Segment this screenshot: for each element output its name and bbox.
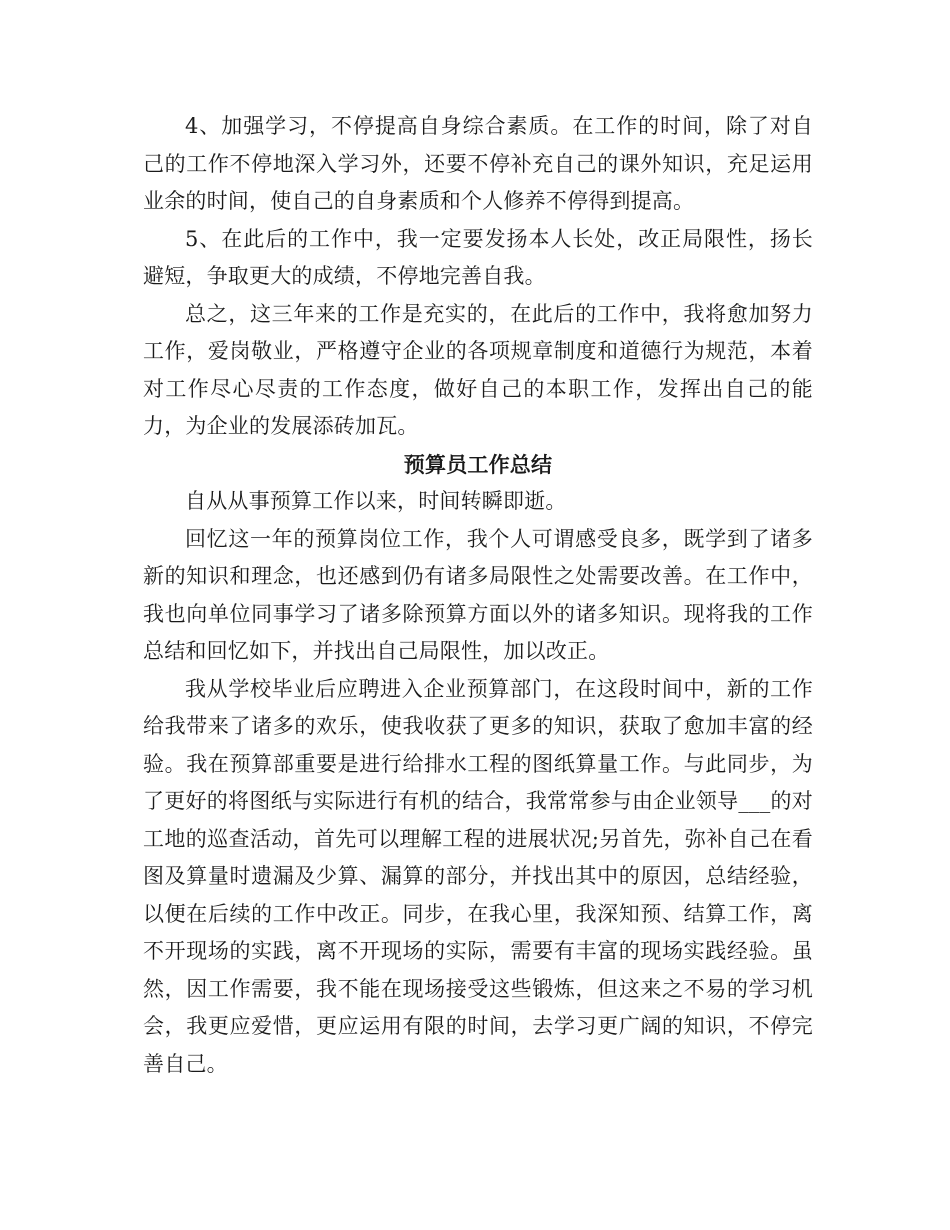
document-body (143, 108, 813, 1083)
paragraph-item-5: 5、在此后的工作中，我一定要发扬本人长处，改正局限性，扬长避短，争取更大的成绩，不停地完善自我。 (143, 226, 813, 288)
section-heading: 预算员工作总结 (403, 451, 553, 477)
paragraph-intro: 自从从事预算工作以来，时间转瞬即逝。 (185, 489, 567, 513)
paragraph-item-4: 4、加强学习，不停提高自身综合素质。在工作的时间，除了对自己的工作不停地深入学习外，还要不停补充自己的课外知识，充足运用业余的时间，使自己的自身素质和个人修养不停得到提高。 (143, 114, 813, 213)
paragraph-summary: 总之，这三年来的工作是充实的，在此后的工作中，我将愈加努力工作，爱岗敬业，严格遵守企业的各项规章制度和道德行为规范，本着对工作尽心尽责的工作态度，做好自己的本职工作，发挥出自己的能力，为企业的发展添砖加瓦。 (143, 301, 813, 438)
paragraph-review: 回忆这一年的预算岗位工作，我个人可谓感受良多，既学到了诸多新的知识和理念，也还感到仍有诸多局限性之处需要改善。在工作中，我也向单位同事学习了诸多除预算方面以外的诸多知识。现将我的工作总结和回忆如下，并找出自己局限性，加以改正。 (143, 526, 813, 663)
paragraph-experience: 我从学校毕业后应聘进入企业预算部门，在这段时间中，新的工作给我带来了诸多的欢乐，使我收获了更多的知识，获取了愈加丰富的经验。我在预算部重要是进行给排水工程的图纸算量工作。与此同步，为了更好的将图纸与实际进行有机的结合，我常常参与由企业领导___的对工地的巡查活动，首先可以理解工程的进展状况;另首先，弥补自己在看图及算量时遗漏及少算、漏算的部分，并找出其中的原因，总结经验，以便在后续的工作中改正。同步，在我心里，我深知预、结算工作，离不开现场的实践，离不开现场的实际，需要有丰富的现场实践经验。虽然，因工作需要，我不能在现场接受这些锻炼，但这来之不易的学习机会，我更应爱惜，更应运用有限的时间，去学习更广阔的知识，不停完善自己。 (143, 676, 813, 1076)
